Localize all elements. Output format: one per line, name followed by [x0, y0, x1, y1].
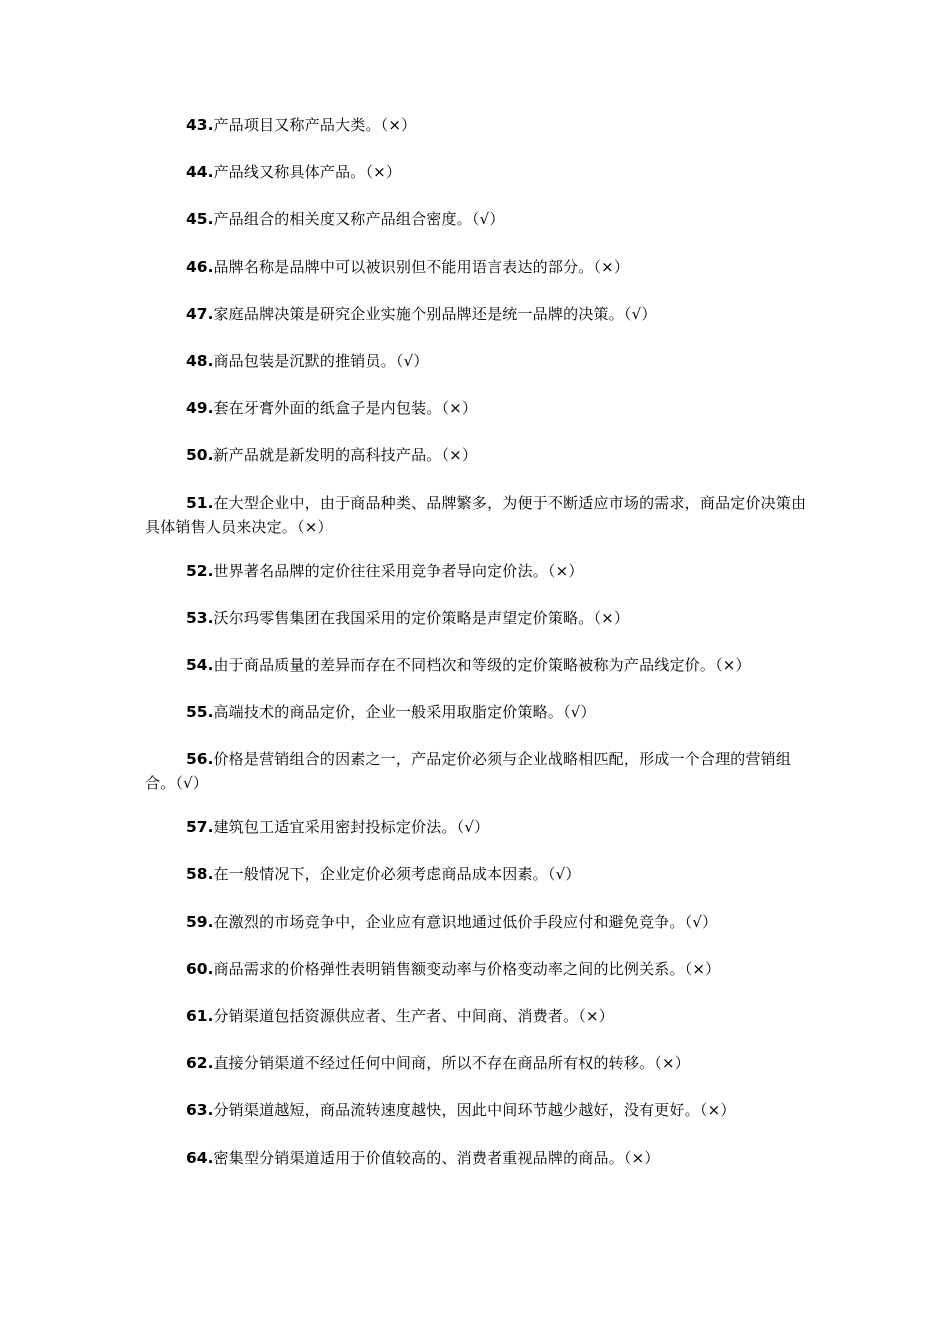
item-number: 57. [186, 818, 214, 837]
item-text: 家庭品牌决策是研究企业实施个别品牌还是统一品牌的决策。（√） [213, 304, 657, 323]
item-number: 47. [186, 304, 214, 323]
item-text: 由于商品质量的差异而存在不同档次和等级的定价策略被称为产品线定价。（×） [213, 655, 751, 674]
item-text: 产品组合的相关度又称产品组合密度。（√） [213, 210, 505, 229]
list-item [145, 957, 810, 981]
item-text: 在激烈的市场竞争中，企业应有意识地通过低价手段应付和避免竞争。（√） [213, 912, 718, 931]
item-text: 沃尔玛零售集团在我国采用的定价策略是声望定价策略。（×） [213, 608, 630, 627]
item-number: 53. [186, 608, 214, 627]
item-number: 58. [186, 865, 214, 884]
list-item [145, 396, 810, 420]
list-item [145, 747, 810, 795]
list-item [145, 491, 810, 539]
list-item [145, 302, 810, 326]
list-item [145, 910, 810, 934]
list-item [145, 349, 810, 373]
item-text: 品牌名称是品牌中可以被识别但不能用语言表达的部分。（×） [213, 257, 630, 276]
list-item [145, 653, 810, 677]
item-text: 密集型分销渠道适用于价值较高的、消费者重视品牌的商品。（×） [213, 1148, 660, 1167]
item-number: 54. [186, 655, 214, 674]
list-item [145, 160, 810, 184]
item-text: 在一般情况下，企业定价必须考虑商品成本因素。（√） [213, 865, 581, 884]
item-number: 46. [186, 257, 214, 276]
list-item [145, 559, 810, 583]
item-number: 45. [186, 210, 214, 229]
list-item [145, 1051, 810, 1075]
item-number: 49. [186, 399, 214, 418]
item-number: 50. [186, 446, 214, 465]
item-text: 分销渠道包括资源供应者、生产者、中间商、消费者。（×） [213, 1007, 614, 1025]
list-item [145, 815, 810, 839]
item-number: 51. [186, 493, 214, 512]
item-text: 商品需求的价格弹性表明销售额变动率与价格变动率之间的比例关系。（×） [213, 959, 721, 978]
list-item [145, 1004, 810, 1028]
item-text: 价格是营销组合的因素之一，产品定价必须与企业战略相匹配，形成一个合理的营销组合。（√） [145, 750, 792, 793]
item-number: 43. [186, 116, 214, 134]
item-text: 在大型企业中，由于商品种类、品牌繁多，为便于不断适应市场的需求，商品定价决策由具体销售人员来决定。（×） [145, 493, 807, 536]
list-item [145, 207, 810, 231]
item-number: 52. [186, 561, 214, 580]
item-number: 63. [186, 1101, 214, 1120]
item-text: 新产品就是新发明的高科技产品。（×） [213, 446, 478, 465]
item-text: 产品项目又称产品大类。（×） [213, 116, 417, 134]
list-item [145, 1146, 810, 1170]
list-item [145, 606, 810, 630]
item-text: 产品线又称具体产品。（×） [213, 163, 402, 182]
item-text: 建筑包工适宜采用密封投标定价法。（√） [213, 818, 490, 837]
item-number: 61. [186, 1007, 214, 1025]
list-item [145, 700, 810, 724]
item-text: 分销渠道越短，商品流转速度越快，因此中间环节越少越好，没有更好。（×） [213, 1101, 736, 1120]
item-text: 直接分销渠道不经过任何中间商，所以不存在商品所有权的转移。（×） [213, 1054, 690, 1073]
item-text: 商品包装是沉默的推销员。（√） [213, 351, 429, 370]
list-item [145, 1098, 810, 1122]
item-number: 60. [186, 959, 214, 978]
item-text: 高端技术的商品定价，企业一般采用取脂定价策略。（√） [213, 703, 596, 722]
item-number: 55. [186, 703, 214, 722]
item-number: 56. [186, 750, 214, 769]
item-text: 世界著名品牌的定价往往采用竞争者导向定价法。（×） [213, 561, 584, 580]
item-number: 48. [186, 351, 214, 370]
list-item [145, 443, 810, 467]
item-text: 套在牙膏外面的纸盒子是内包装。（×） [213, 399, 478, 418]
item-number: 59. [186, 912, 214, 931]
list-item [145, 255, 810, 279]
item-number: 44. [186, 163, 214, 182]
list-item [145, 113, 810, 137]
item-number: 62. [186, 1054, 214, 1073]
item-number: 64. [186, 1148, 214, 1167]
statement-list [145, 113, 810, 1193]
list-item [145, 862, 810, 886]
